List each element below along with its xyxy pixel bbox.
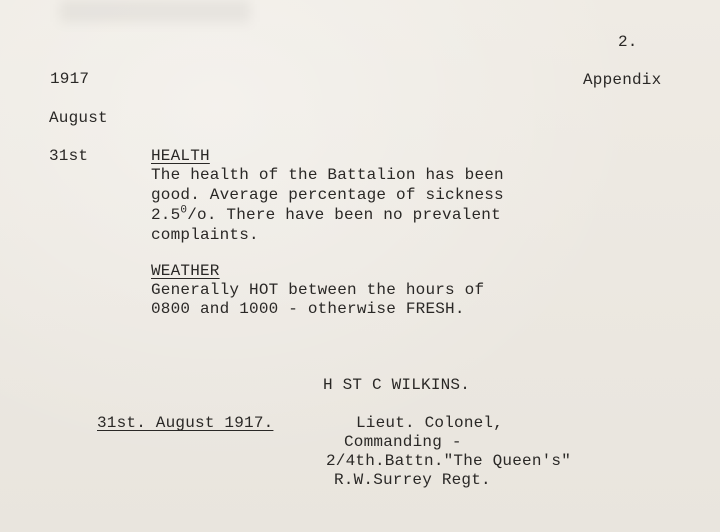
page-number: 2. — [618, 33, 638, 51]
health-line-3-number: 2.5 — [151, 206, 181, 224]
entry-day: 31st — [49, 147, 89, 165]
appendix-label: Appendix — [583, 71, 662, 89]
health-heading: HEALTH — [151, 147, 210, 165]
month-label: August — [49, 109, 108, 127]
signatory-rank: Lieut. Colonel, — [356, 414, 504, 432]
weather-heading: WEATHER — [151, 262, 220, 280]
health-line-2: good. Average percentage of sickness — [151, 186, 504, 204]
signatory-name: H ST C WILKINS. — [323, 376, 471, 394]
health-line-3 — [151, 204, 501, 226]
health-line-1: The health of the Battalion has been — [151, 166, 504, 184]
signatory-unit: 2/4th.Battn."The Queen's" — [326, 452, 572, 470]
bleed-through-smudge — [60, 0, 250, 22]
signatory-role: Commanding - — [344, 433, 462, 451]
signatory-regiment: R.W.Surrey Regt. — [334, 471, 491, 489]
health-line-3-rest: /o. There have been no prevalent — [187, 206, 501, 224]
health-line-4: complaints. — [151, 226, 259, 244]
year-label: 1917 — [50, 70, 90, 88]
weather-line-1: Generally HOT between the hours of — [151, 281, 485, 299]
health-line-3-superscript: 0 — [180, 204, 188, 217]
weather-line-2: 0800 and 1000 - otherwise FRESH. — [151, 300, 465, 318]
signature-date: 31st. August 1917. — [97, 414, 274, 432]
